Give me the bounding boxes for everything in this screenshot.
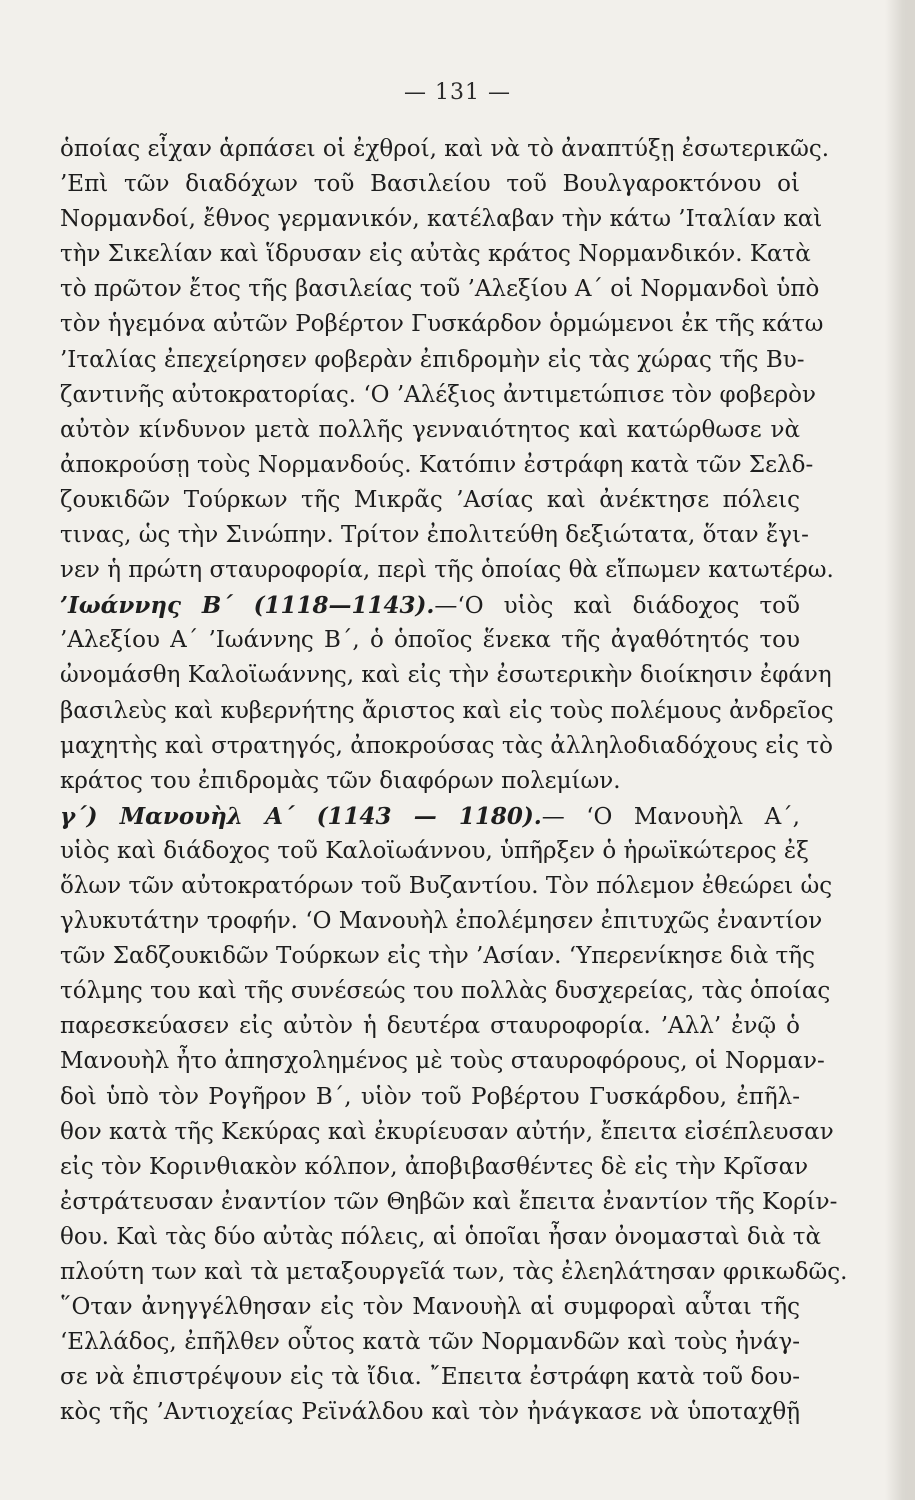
text-line: τὸν ἡγεμόνα αὐτῶν Ροβέρτον Γυσκάρδον ὁρμώμενοι ἐκ τῆς κάτω <box>60 311 824 338</box>
text-line: τινας, ὡς τὴν Σινώπην. Τρίτον ἐπολιτεύθη δεξιώτατα, ὅταν ἔγι- <box>60 522 809 549</box>
text-line: τόλμης του καὶ τῆς συνέσεώς του πολλὰς δυσχερείας, τὰς ὁποίας <box>60 978 831 1005</box>
text-line: ζουκιδῶν Τούρκων τῆς Μικρᾶς ’Ασίας καὶ ἀνέκτησε πόλεις <box>60 486 800 513</box>
text-line: παρεσκεύασεν εἰς αὐτὸν ἡ δευτέρα σταυροφορία. ’Αλλ’ ἐνῷ ὁ <box>60 1013 800 1040</box>
text-line: ’Επὶ τῶν διαδόχων τοῦ Βασιλείου τοῦ Βουλγαροκτόνου οἱ <box>60 171 800 198</box>
text-line: μαχητὴς καὶ στρατηγός, ἀποκρούσας τὰς ἀλληλοδιαδόχους εἰς τὸ <box>60 732 833 759</box>
text-line: ὅλων τῶν αὐτοκρατόρων τοῦ Βυζαντίου. Τὸν πόλεμον ἐθεώρει ὡς <box>60 872 833 899</box>
section-heading: ’Ιωάννης Β΄ (1118—1143). <box>60 592 435 620</box>
text-line: βασιλεὺς καὶ κυβερνήτης ἄριστος καὶ εἰς τοὺς πολέμους ἀνδρεῖος <box>60 697 834 724</box>
section-heading-text: — ‘Ο Μανουὴλ Α΄, <box>541 803 800 830</box>
text-line: ὠνομάσθη Καλοϊωάννης, καὶ εἰς τὴν ἐσωτερικὴν διοίκησιν ἐφάνη <box>60 662 832 689</box>
text-line: εἰς τὸν Κορινθιακὸν κόλπον, ἀποβιβασθέντες δὲ εἰς τὴν Κρῖσαν <box>60 1153 809 1180</box>
text-line: τὸ πρῶτον ἔτος τῆς βασιλείας τοῦ ’Αλεξίου Α΄ οἱ Νορμανδοὶ ὑπὸ <box>60 276 820 303</box>
text-line: ‘Ελλάδος, ἐπῆλθεν οὗτος κατὰ τῶν Νορμανδῶν καὶ τοὺς ἠνάγ- <box>60 1329 800 1356</box>
text-line: θον κατὰ τῆς Κεκύρας καὶ ἐκυρίευσαν αὐτήν, ἔπειτα εἰσέπλευσαν <box>60 1118 834 1145</box>
text-line: ’Ιταλίας ἐπεχείρησεν φοβερὰν ἐπιδρομὴν εἰς τὰς χώρας τῆς Βυ- <box>60 346 805 373</box>
text-line: τῶν Σαδζουκιδῶν Τούρκων εἰς τὴν ’Ασίαν. ‘Υπερενίκησε διὰ τῆς <box>60 943 815 970</box>
text-line: κράτος του ἐπιδρομὰς τῶν διαφόρων πολεμίων. <box>60 767 621 794</box>
text-line: σε νὰ ἐπιστρέψουν εἰς τὰ ἴδια. ῎Επειτα ἐστράφη κατὰ τοῦ δου- <box>60 1364 800 1391</box>
text-line: Μανουὴλ ἦτο ἀπησχολημένος μὲ τοὺς σταυροφόρους, οἱ Νορμαν- <box>60 1048 825 1075</box>
text-line: νεν ἡ πρώτη σταυροφορία, περὶ τῆς ὁποίας θὰ εἴπωμεν κατωτέρω. <box>60 557 834 584</box>
section-heading-text: —‘Ο υἱὸς καὶ διάδοχος τοῦ <box>434 593 801 620</box>
text-line: τὴν Σικελίαν καὶ ἵδρυσαν εἰς αὐτὰς κράτος Νορμανδικόν. Κατὰ <box>60 241 811 268</box>
body-text <box>60 132 848 1430</box>
text-line: ζαντινῆς αὐτοκρατορίας. ‘Ο ’Αλέξιος ἀντιμετώπισε τὸν φοβερὸν <box>60 381 816 408</box>
text-line: ῞Οταν ἀνηγγέλθησαν εἰς τὸν Μανουὴλ αἱ συμφοραὶ αὗται τῆς <box>60 1294 800 1321</box>
text-line: ἀποκρούσῃ τοὺς Νορμανδούς. Κατόπιν ἐστράφη κατὰ τῶν Σελδ- <box>60 451 814 478</box>
text-line: θου. Καὶ τὰς δύο αὐτὰς πόλεις, αἱ ὁποῖαι ἦσαν ὀνομασταὶ διὰ τὰ <box>60 1223 821 1250</box>
section-heading-line <box>60 588 800 623</box>
page-number: — 131 — <box>404 80 511 105</box>
text-line: γλυκυτάτην τροφήν. ‘Ο Μανουὴλ ἐπολέμησεν ἐπιτυχῶς ἐναντίον <box>60 908 823 935</box>
text-line: αὐτὸν κίνδυνον μετὰ πολλῆς γενναιότητος καὶ κατώρθωσε νὰ <box>60 416 800 443</box>
section-heading-line <box>60 799 800 834</box>
text-line: κὸς τῆς ’Αντιοχείας Ρεϊνάλδου καὶ τὸν ἠνάγκασε νὰ ὑποταχθῇ <box>60 1399 800 1426</box>
text-line: ἐστράτευσαν ἐναντίον τῶν Θηβῶν καὶ ἔπειτα ἐναντίον τῆς Κορίν- <box>60 1188 838 1215</box>
text-line: δοὶ ὑπὸ τὸν Ρογῆρον Β΄, υἱὸν τοῦ Ροβέρτου Γυσκάρδου, ἐπῆλ- <box>60 1083 800 1110</box>
text-line: πλούτη των καὶ τὰ μεταξουργεῖά των, τὰς ἐλεηλάτησαν φρικωδῶς. <box>60 1259 848 1285</box>
text-line: υἱὸς καὶ διάδοχος τοῦ Καλοϊωάννου, ὑπῆρξεν ὁ ἡρωϊκώτερος ἐξ <box>60 837 809 864</box>
text-line: Νορμανδοί, ἔθνος γερμανικόν, κατέλαβαν τὴν κάτω ’Ιταλίαν καὶ <box>60 206 823 233</box>
text-line: ’Αλεξίου Α΄ ’Ιωάννης Β΄, ὁ ὁποῖος ἕνεκα τῆς ἀγαθότητός του <box>60 627 800 654</box>
text-line: ὁποίας εἶχαν ἁρπάσει οἱ ἐχθροί, καὶ νὰ τὸ ἀναπτύξῃ ἐσωτερικῶς. <box>60 136 830 162</box>
section-heading: γ΄) Μανουὴλ Α΄ (1143 — 1180). <box>60 802 542 830</box>
page-edge-shadow <box>885 0 915 1500</box>
